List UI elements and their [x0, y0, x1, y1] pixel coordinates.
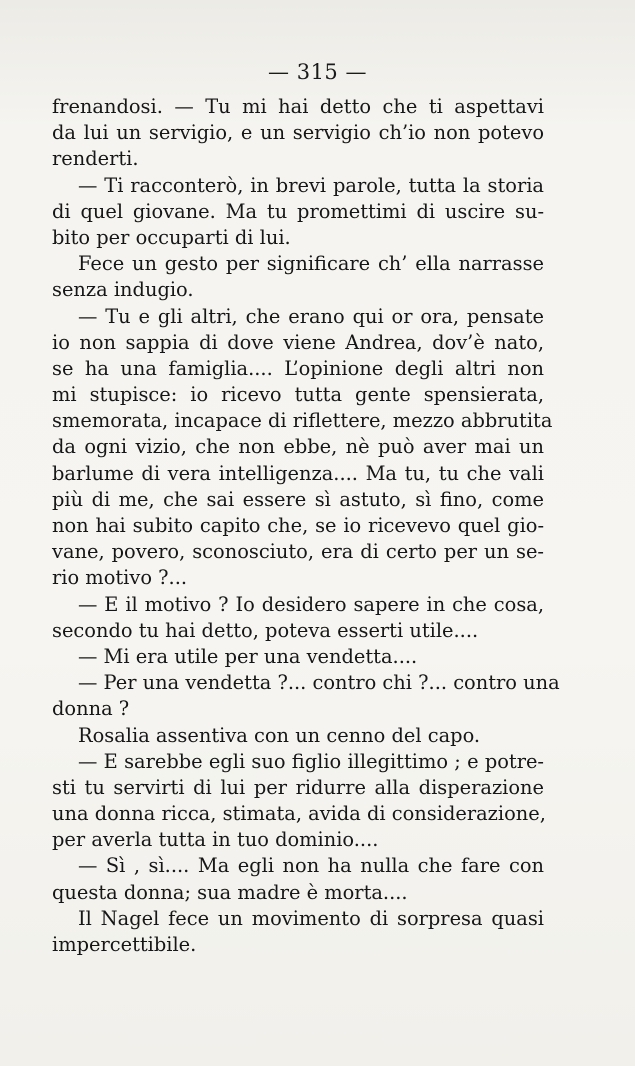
text-line: secondo tu hai detto, poteva esserti utile.... — [52, 618, 479, 642]
text-line: senza indugio. — [52, 278, 194, 302]
page-number: — 315 — — [268, 60, 367, 84]
text-line: frenandosi. — Tu mi hai detto che ti aspettavi — [52, 95, 544, 118]
text-line: una donna ricca, stimata, avida di considerazione, — [52, 802, 546, 826]
text-line: impercettibile. — [52, 933, 197, 956]
body-text — [52, 94, 560, 958]
text-line: Rosalia assentiva con un cenno del capo. — [78, 723, 481, 747]
text-line: da lui un servigio, e un servigio ch’io non potevo — [52, 121, 544, 145]
text-line: — Mi era utile per una vendetta.... — [78, 644, 418, 668]
text-line: mi stupisce: io ricevo tutta gente spensierata, — [52, 383, 544, 407]
text-line: se ha una famiglia.... L’opinione degli altri non — [52, 356, 544, 380]
text-line: rio motivo ?... — [52, 566, 188, 590]
text-line: renderti. — [52, 147, 139, 171]
text-line: — Sì , sì.... Ma egli non ha nulla che fare con — [78, 854, 544, 878]
text-line: — Ti racconterò, in brevi parole, tutta la storia — [78, 173, 544, 197]
text-line: barlume di vera intelligenza.... Ma tu, tu che vali — [52, 461, 544, 485]
text-line: sti tu servirti di lui per ridurre alla disperazione — [52, 775, 544, 799]
text-line: io non sappia di dove viene Andrea, dov’è nato, — [52, 330, 544, 354]
text-line: non hai subito capito che, se io ricevevo quel gio- — [52, 514, 544, 537]
text-line: da ogni vizio, che non ebbe, nè può aver mai un — [52, 435, 544, 459]
text-line: Fece un gesto per significare ch’ ella narrasse — [78, 252, 544, 276]
text-line: Il Nagel fece un movimento di sorpresa quasi — [78, 906, 544, 930]
text-line: — E il motivo ? Io desidero sapere in che cosa, — [78, 592, 544, 616]
text-line: questa donna; sua madre è morta.... — [52, 880, 408, 904]
text-line: di quel giovane. Ma tu promettimi di uscire su- — [52, 199, 544, 223]
text-line: donna ? — [52, 697, 130, 721]
text-line: — Per una vendetta ?... contro chi ?... contro una — [78, 671, 560, 695]
text-line: bito per occuparti di lui. — [52, 225, 291, 249]
text-line: — E sarebbe egli suo figlio illegittimo ; e potre- — [78, 749, 544, 773]
text-line: vane, povero, sconosciuto, era di certo per un se- — [52, 540, 544, 564]
text-line: smemorata, incapace di riflettere, mezzo abbrutita — [52, 409, 553, 433]
text-line: per averla tutta in tuo dominio.... — [52, 828, 379, 852]
text-line: più di me, che sai essere sì astuto, sì fino, come — [52, 487, 544, 511]
text-line: — Tu e gli altri, che erano qui or ora, pensate — [78, 304, 544, 328]
